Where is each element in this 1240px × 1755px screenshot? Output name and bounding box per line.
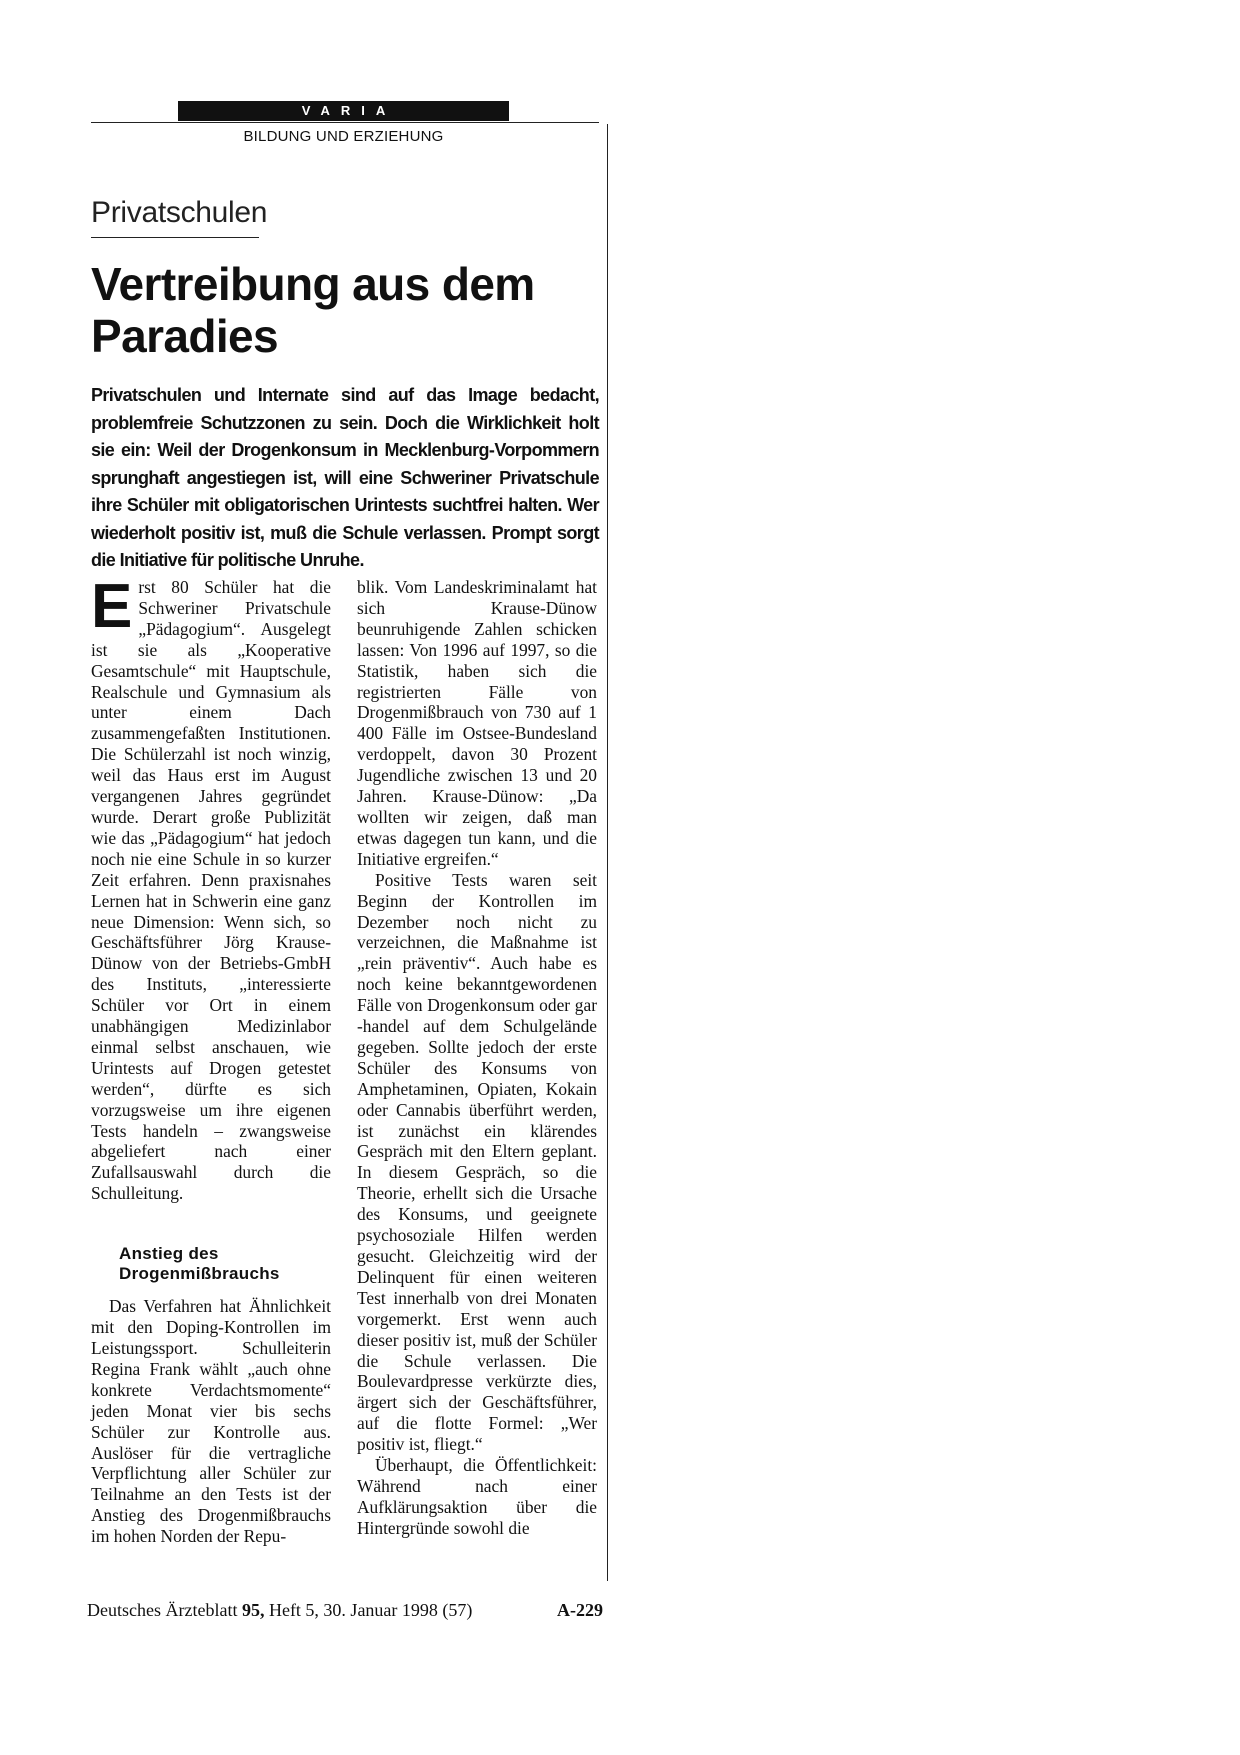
- kicker-underline: [91, 237, 259, 238]
- article-column-2: [357, 577, 597, 1539]
- page-footer: [87, 1600, 603, 1621]
- article-lead: Privatschulen und Internate sind auf das Image bedacht, problemfreie Schutzzonen zu sein. Doch die Wirklichkeit holt sie ein: Weil der Drogenkonsum in Mecklenburg-Vorpommern sprunghaft angestiegen ist, will eine Schweriner Privatschule ihre Schüler mit obligatorischen Urintests suchtfrei halten. Wer wiederholt positiv ist, muß die Schule verlassen. Prompt sorgt die Initiative für politische Unruhe.: [91, 385, 599, 570]
- article-subhead: Anstieg des Drogenmißbrauchs: [119, 1244, 280, 1284]
- paragraph: Positive Tests waren seit Beginn der Kontrollen im Dezember noch nicht zu verzeichnen, die Maßnahme ist „rein präventiv“. Auch habe es noch keine bekanntgewordenen Fälle von Drogenkonsum oder gar -handel auf dem Schulgelände gegeben. Sollte jedoch der erste Schüler des Konsums von Amphetaminen, Opiaten, Kokain oder Cannabis überführt werden, ist zunächst ein klärendes Gespräch mit den Eltern geplant. In diesem Gespräch, so die Theorie, erhellt sich die Ursache des Konsums, und geeignete psychosoziale Hilfen werden gesucht. Gleichzeitig wird der Delinquent für einen weiteren Test innerhalb von drei Monaten vorgemerkt. Erst wenn auch dieser positiv ist, muß der Schüler die Schule verlassen. Die Boulevardpresse verkürzte dies, ärgert sich der Geschäftsführer, auf die flotte Formel: „Wer positiv ist, fliegt.“: [357, 869, 597, 1455]
- journal-name: Deutsches Ärzteblatt: [87, 1600, 238, 1620]
- paragraph: Das Verfahren hat Ähnlichkeit mit den Doping-Kontrollen im Leistungssport. Schulleiterin Regina Frank wählt „auch ohne konkrete Verdachtsmomente“ jeden Monat vier bis sechs Schüler zur Kontrolle aus. Auslöser für die vertragliche Verpflichtung aller Schüler zur Teilnahme an den Tests ist der Anstieg des Drogenmißbrauchs im hohen Norden der Repu-: [91, 1296, 331, 1547]
- subsection-label: BILDUNG UND ERZIEHUNG: [243, 128, 444, 145]
- journal-volume: 95,: [241, 1600, 265, 1620]
- drop-cap: E: [91, 572, 133, 641]
- header-rule: [91, 122, 599, 123]
- article-kicker: Privatschulen: [91, 196, 268, 229]
- page-number: A-229: [557, 1600, 603, 1620]
- section-label: VARIA: [178, 101, 509, 121]
- journal-issue: Heft 5, 30. Januar 1998 (57): [268, 1600, 473, 1620]
- journal-citation: [87, 1600, 472, 1621]
- article-headline: Vertreibung aus dem Paradies: [91, 258, 535, 362]
- paragraph: Überhaupt, die Öffentlichkeit: Während nach einer Aufklärungsaktion über die Hintergründe sowohl die: [357, 1455, 597, 1538]
- paragraph: blik. Vom Landeskriminalamt hat sich Krause-Dünow beunruhigende Zahlen schicken lassen: Von 1996 auf 1997, so die Statistik, haben sich die registrierten Fälle von Drogenmißbrauch von 730 auf 1 400 Fälle im Ostsee-Bundesland verdoppelt, davon 30 Prozent Jugendliche zwischen 13 und 20 Jahren. Krause-Dünow: „Da wollten wir zeigen, daß man etwas dagegen tun kann, und die Initiative ergreifen.“: [357, 577, 597, 869]
- article-column-1: [91, 572, 331, 1547]
- paragraph-text: rst 80 Schüler hat die Schweriner Privatschule „Pädagogium“. Ausgelegt ist sie als „Kooperative Gesamtschule“ mit Hauptschule, Realschule und Gymnasium als unter einem Dach zusammengefaßten Institutionen. Die Schülerzahl ist noch winzig, weil das Haus erst im August vergangenen Jahres gegründet wurde. Derart große Publizität wie das „Pädagogium“ hat jedoch noch nie eine Schule in so kurzer Zeit erfahren. Denn praxisnahes Lernen hat in Schwerin eine ganz neue Dimension: Wenn sich, so Geschäftsführer Jörg Krause-Dünow von der Betriebs-GmbH des Instituts, „interessierte Schüler vor Ort in einem unabhängigen Medizinlabor einmal selbst anschauen, wie Urintests auf Drogen getestet werden“, dürfte es sich vorzugsweise um ihre eigenen Tests handeln – zwangsweise abgeliefert nach einer Zufallsauswahl durch die Schulleitung.: [91, 577, 331, 1204]
- paragraph: [91, 572, 331, 1204]
